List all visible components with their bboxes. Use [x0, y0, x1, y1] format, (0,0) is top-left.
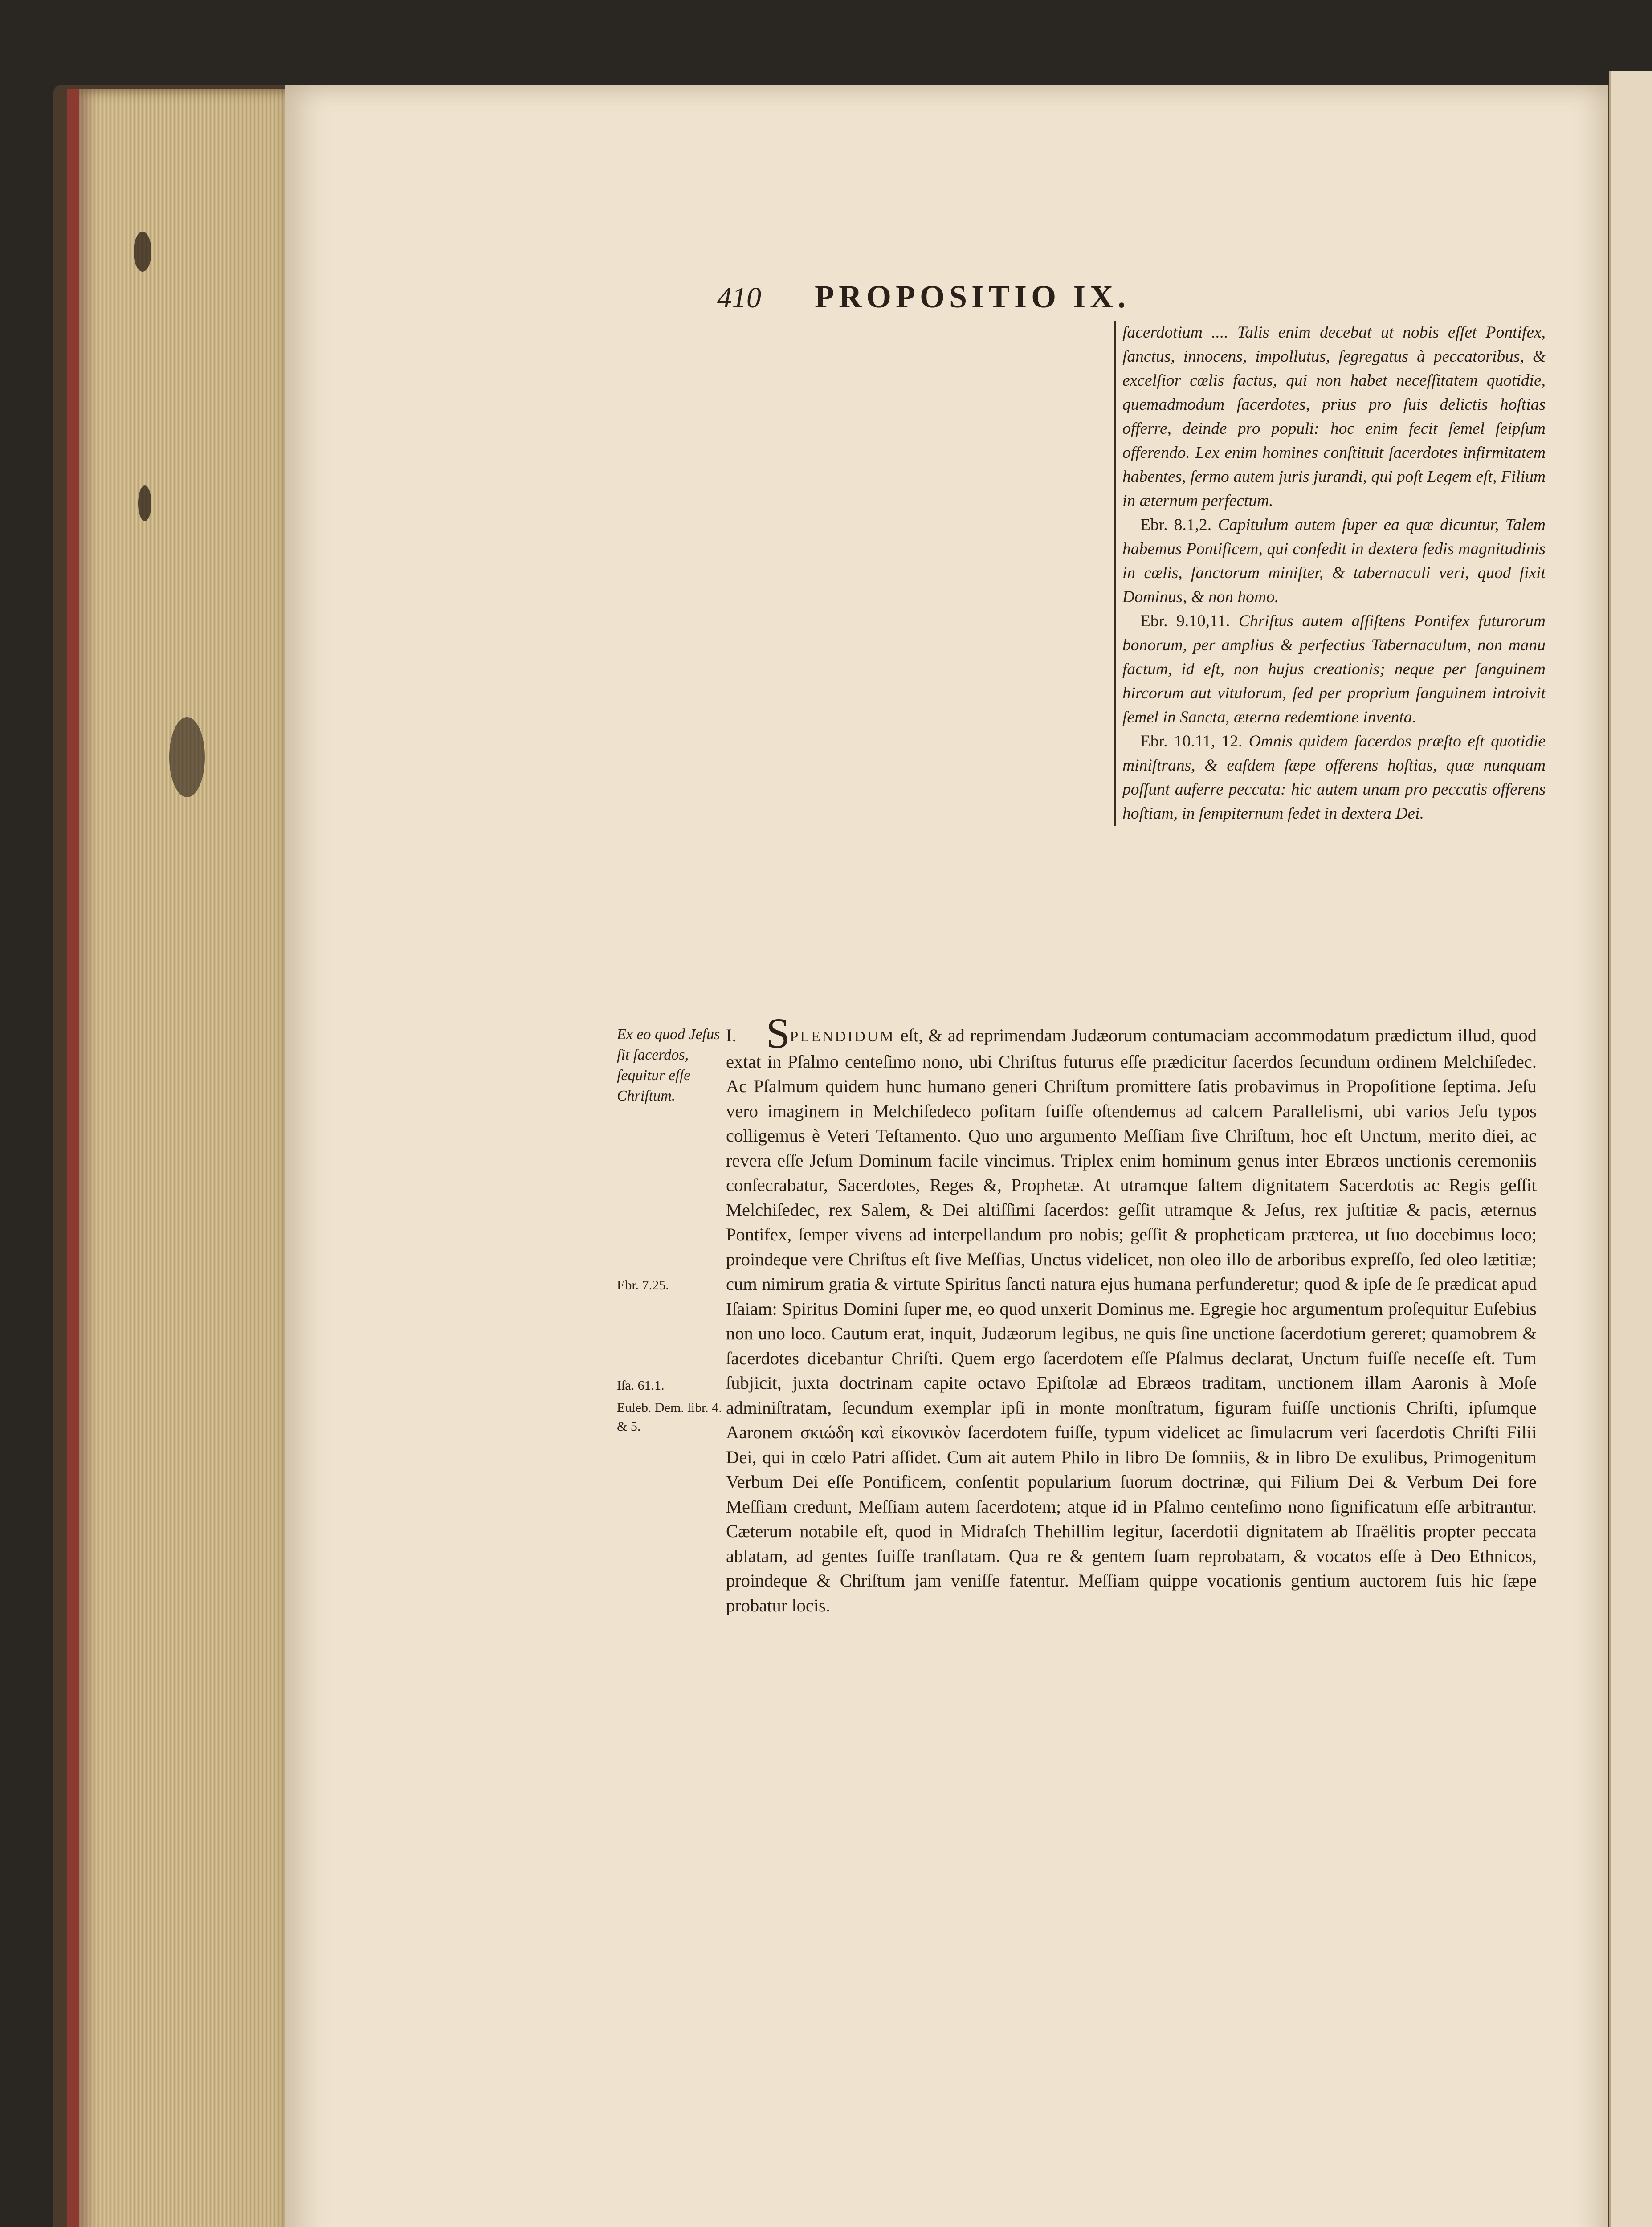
- quote-reference: Ebr. 8.1,2.: [1140, 516, 1212, 534]
- running-head: [717, 278, 1358, 318]
- main-text: [726, 1009, 1537, 1618]
- lead-word: PLENDIDUM: [790, 1028, 895, 1045]
- margin-reference: Euſeb. Dem. libr. 4. & 5.: [617, 1400, 722, 1434]
- margin-reference: Iſa. 61.1.: [617, 1378, 665, 1393]
- margin-summary-note: Ex eo quod Jeſus ſit ſacerdos, ſequitur eſſe Chriſtum.: [617, 1026, 720, 1104]
- facing-page-edge: [1609, 71, 1652, 2227]
- quote-reference: Ebr. 10.11, 12.: [1140, 732, 1243, 750]
- scripture-quote-column: [1114, 321, 1546, 826]
- quote-paragraph: Ebr. 8.1,2. Capitulum autem ſuper ea quæ dicuntur, Talem habemus Pontificem, qui conſedit in dextera ſedis magnitudinis in cœlis, ſanctorum miniſter, & tabernaculi veri, quod fixit Dominus, & non homo.: [1122, 516, 1546, 606]
- section-number: I.: [726, 1025, 737, 1045]
- margin-reference: Ebr. 7.25.: [617, 1278, 669, 1293]
- ink-stain: [169, 717, 205, 797]
- main-paragraph: [726, 1009, 1537, 1618]
- ink-stain: [134, 232, 151, 272]
- body-text: eſt, & ad reprimendam Judæorum contumaciam accommodatum prædictum illud, quod extat in Pſalmo centeſimo nono, ubi Chriſtus futurus eſſe prædicitur ſacerdos ſecundum ordinem Melchiſedec. Ac Pſalmum quidem hunc humano generi Chriſtum promittere ſatis probavimus in Propoſitione ſeptima. Jeſu vero imaginem in Melchiſedeco poſitam fuiſſe oſtendemus ad calcem Parallelismi, ubi varios Jeſu typos colligemus è Veteri Teſtamento. Quo uno argumento Meſſiam ſive Chriſtum, hoc eſt Unctum, merito diei, ac revera eſſe Jeſum Dominum facile vincimus. Triplex enim hominum genus inter Ebræos unctionis ceremoniis conſecrabatur, Sacerdotes, Reges &, Prophetæ. At utramque ſaltem dignitatem Sacerdotis ac Regis geſſit Melchiſedec, rex Salem, & Dei altiſſimi ſacerdos: geſſit utramque & Jeſus, rex juſtitiæ & pacis, æternus Pontifex, ſemper vivens ad interpellandum pro nobis; geſſit & propheticam præterea, ut ſuo docebimus loco; proindeque vere Chriſtus eſt ſive Meſſias, Unctus videlicet, non oleo illo de arboribus expreſſo, ſed oleo lætitiæ; cum nimirum gratia & virtute Spiritus ſancti natura ejus humana perfunderetur; quod & ipſe de ſe prædicat apud Iſaiam: Spiritus Domini ſuper me, eo quod unxerit Dominus me. Egregie hoc argumentum proſequitur Euſebius non uno loco. Cautum erat, inquit, Judæorum legibus, ne quis ſine unctione ſacerdotium gereret; quamobrem & ſacerdotes dicebantur Chriſti. Quem ergo ſacerdotem eſſe Pſalmus declarat, Unctum fuiſſe neceſſe eſt. Tum ſubjicit, juxta doctrinam capite octavo Epiſtolæ ad Ebræos traditam, unctionem illam Aaronis à Moſe adminiſtratam, ſecundum exemplar ipſi in monte monſtratum, figuram fuiſſe unctionis Chriſti, ipſumque Aaronem σκιώδη καὶ εἰκονικὸν ſacerdotem fuiſſe, typum videlicet ac ſimulacrum veri ſacerdotis Chriſti Filii Dei, qui in cœlo Patri aſſidet. Cum ait autem Philo in libro De ſomniis, & in libro De exulibus, Primogenitum Verbum Dei eſſe Pontificem, conſentit popularium ſuorum doctrinæ, qui Filium Dei & Verbum Dei fore Meſſiam credunt, Meſſiam autem ſacerdotem; atque id in Pſalmo centeſimo nono ſignificatum eſſe arbitrantur. Cæterum notabile eſt, quod in Midraſch Thehillim legitur, ſacerdotii dignitatem ab Iſraëlitis propter peccata ablatam, ad gentes fuiſſe tranſlatam. Qua re & gentem ſuam reprobatam, & vocatos eſſe à Deo Ethnicos, proindeque & Chriſtum jam veniſſe fatentur. Meſſiam quippe vocationis gentium auctorem ſuis hic ſæpe probatur locis.: [726, 1025, 1537, 1615]
- quote-reference: Ebr. 9.10,11.: [1140, 612, 1230, 630]
- page-number: 410: [717, 281, 761, 314]
- quote-paragraph: Ebr. 9.10,11. Chriſtus autem aſſiſtens Pontifex futurorum bonorum, per amplius & perfectius Tabernaculum, non manu factum, id eſt, non hujus creationis; neque per ſanguinem hircorum aut vitulorum, ſed per proprium ſanguinem introivit ſemel in Sancta, æterna redemtione inventa.: [1122, 612, 1546, 726]
- page-title: PROPOSITIO IX.: [815, 279, 1130, 314]
- quote-paragraph: Ebr. 10.11, 12. Omnis quidem ſacerdos præſto eſt quotidie miniſtrans, & eaſdem ſæpe offerens hoſtias, quæ nunquam poſſunt auferre peccata: hic autem unam pro peccatis offerens hoſtiam, in ſempiternum ſedet in dextera Dei.: [1122, 732, 1546, 823]
- quote-paragraph: ſacerdotium .... Talis enim decebat ut nobis eſſet Pontifex, ſanctus, innocens, impollutus, ſegregatus à peccatoribus, & excelſior cœlis factus, qui non habet neceſſitatem quotidie, quemadmodum ſacerdotes, prius pro ſuis delictis hoſtias offerre, deinde pro populi: hoc enim fecit ſemel ſeipſum offerendo. Lex enim homines conſtituit ſacerdotes infirmitatem habentes, ſermo autem juris jurandi, qui poſt Legem eſt, Filium in æternum perfectum.: [1122, 323, 1546, 510]
- drop-cap: S: [766, 1009, 790, 1057]
- ink-stain: [138, 485, 151, 521]
- page-edges: [67, 89, 298, 2227]
